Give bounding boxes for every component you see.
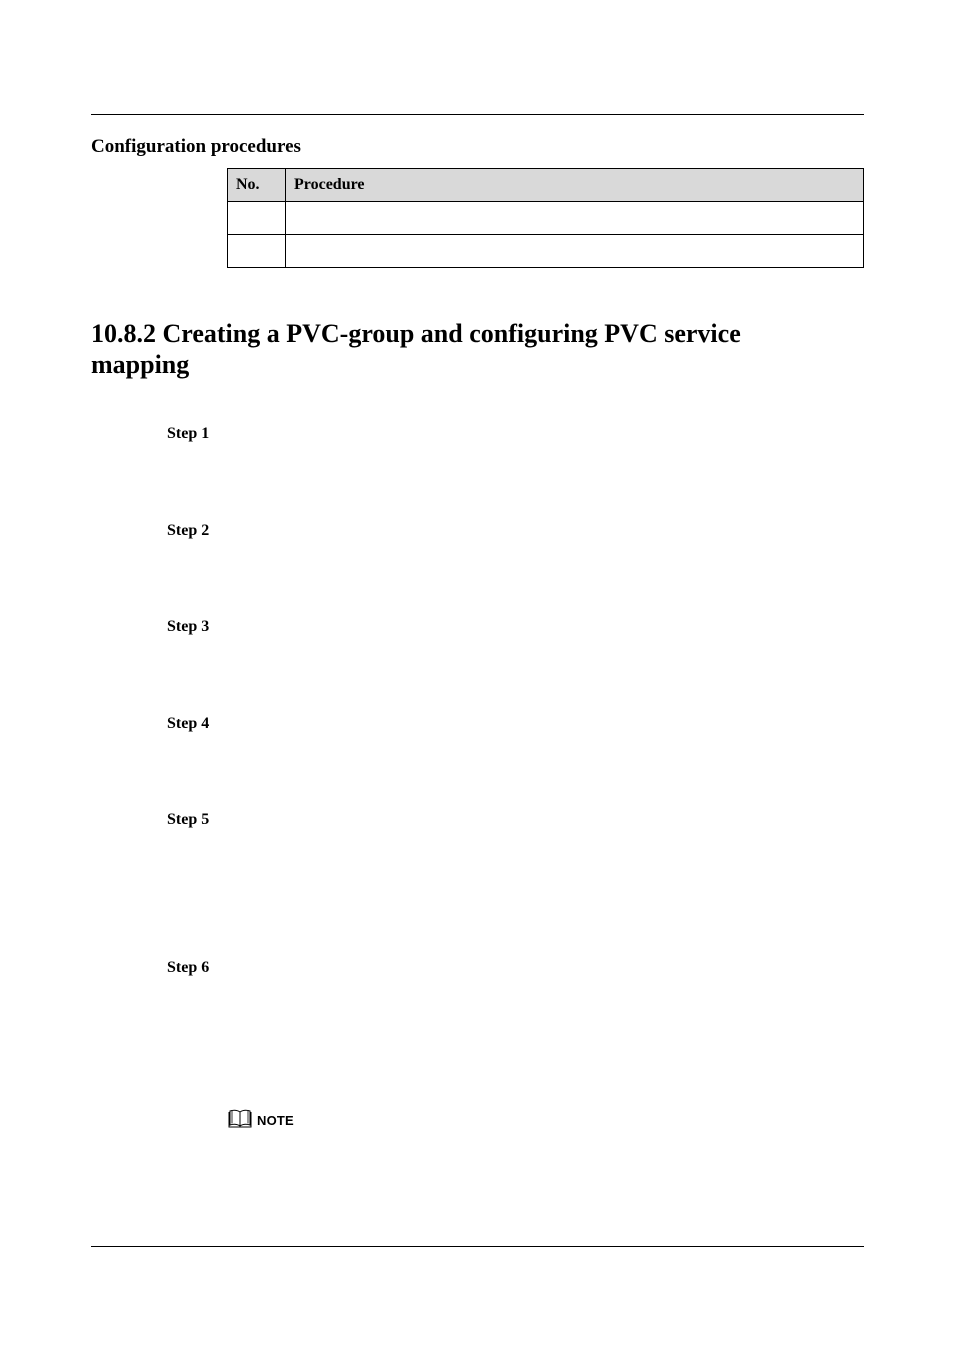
step-label: Step 5 [167, 811, 210, 828]
footer-rule [91, 1246, 864, 1247]
table-cell-procedure [286, 235, 864, 268]
table-header-row [228, 169, 864, 202]
chapter-heading: 10.8.2 Creating a PVC-group and configuring PVC service mapping [91, 319, 741, 379]
table-cell-no [228, 202, 286, 235]
procedures-table [227, 168, 864, 268]
section-heading: Configuration procedures [91, 136, 301, 157]
step-label: Step 3 [167, 618, 210, 635]
column-header-no: No. [228, 169, 286, 202]
header-rule [91, 114, 864, 115]
column-header-procedure: Procedure [286, 169, 864, 202]
note-label: NOTE [257, 1112, 294, 1128]
step-label: Step 2 [167, 522, 210, 539]
step-label: Step 6 [167, 959, 210, 976]
note-callout [228, 1108, 294, 1132]
book-icon [228, 1108, 252, 1132]
table-row [228, 235, 864, 268]
table-cell-no [228, 235, 286, 268]
step-label: Step 1 [167, 425, 210, 442]
table-row [228, 202, 864, 235]
step-label: Step 4 [167, 715, 210, 732]
table-cell-procedure [286, 202, 864, 235]
